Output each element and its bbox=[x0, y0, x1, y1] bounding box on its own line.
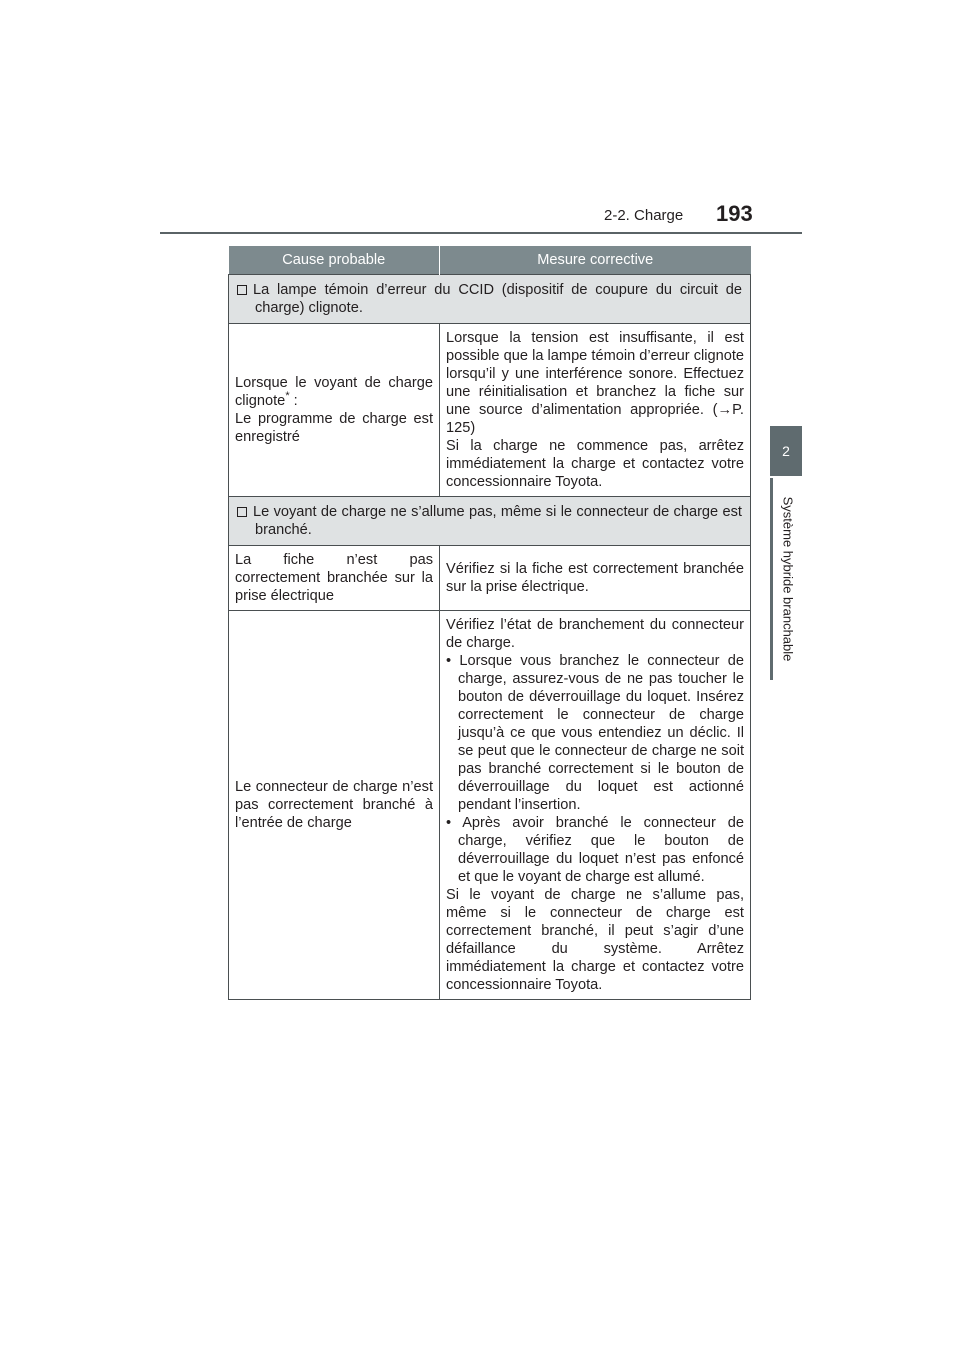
group-cell bbox=[229, 497, 751, 546]
cause-text: Le programme de charge est enregistré bbox=[235, 411, 433, 445]
cause-text: Lorsque le voyant de charge clignote bbox=[235, 375, 433, 409]
cause-cell: La fiche n’est pas correctement branchée sur la prise électrique bbox=[229, 546, 440, 611]
table-group-row bbox=[229, 275, 751, 324]
measure-text: Si le voyant de charge ne s’allume pas, même si le connecteur de charge est correctement branché, il peut s’agir d’une défaillance du système. Arrêtez immédiatement la charge et contactez votre concessionnaire Toyota. bbox=[446, 887, 744, 993]
measure-text: Lorsque la tension est insuffisante, il est possible que la lampe témoin d’erreur clignote lorsqu’il y une interférence sonore. Effectuez une réinitialisation et branchez la fiche sur une source d’alimentation appropriée. (→P. 125) bbox=[446, 330, 744, 436]
header-divider bbox=[160, 232, 802, 234]
cause-cell: Lorsque le voyant de charge clignote* : Le programme de charge est enregistré bbox=[229, 324, 440, 497]
measure-text: Vérifiez l’état de branchement du connecteur de charge. bbox=[446, 617, 744, 651]
chapter-tab-title: Système hybride branchable bbox=[780, 496, 795, 662]
page-number: 193 bbox=[716, 201, 753, 226]
group-title: Le voyant de charge ne s’allume pas, même si le connecteur de charge est branché. bbox=[237, 503, 742, 539]
checkbox-icon bbox=[237, 285, 247, 295]
group-cell bbox=[229, 275, 751, 324]
cause-cell: Le connecteur de charge n’est pas correctement branché à l’entrée de charge bbox=[229, 611, 440, 1000]
troubleshooting-table bbox=[228, 246, 751, 1000]
measure-text: Si la charge ne commence pas, arrêtez immédiatement la charge et contactez votre concessionnaire Toyota. bbox=[446, 438, 744, 490]
column-header-measure: Mesure corrective bbox=[440, 246, 751, 275]
group-title: La lampe témoin d’erreur du CCID (dispositif de coupure du circuit de charge) clignote. bbox=[237, 281, 742, 317]
measure-cell bbox=[440, 324, 751, 497]
chapter-tab bbox=[770, 478, 802, 680]
column-header-cause: Cause probable bbox=[229, 246, 440, 275]
checkbox-icon bbox=[237, 507, 247, 517]
table-header-row bbox=[229, 246, 751, 275]
table-row bbox=[229, 324, 751, 497]
asterisk-mark: * bbox=[285, 390, 290, 403]
measure-bullet: • Lorsque vous branchez le connecteur de charge, assurez-vous de ne pas toucher le bouton de déverrouillage du loquet. Insérez correctement le connecteur de charge jusqu’à ce que vous entendiez un déclic. Il se peut que le connecteur de charge ne soit pas branché correctement si le bouton de déverrouillage du loquet est actionné pendant l’insertion. bbox=[446, 653, 744, 813]
section-title: 2-2. Charge bbox=[604, 207, 684, 224]
measure-cell: Vérifiez si la fiche est correctement branchée sur la prise électrique. bbox=[440, 546, 751, 611]
measure-cell bbox=[440, 611, 751, 1000]
chapter-tab-number: 2 bbox=[770, 426, 802, 476]
table-group-row bbox=[229, 497, 751, 546]
table-row bbox=[229, 546, 751, 611]
measure-bullet: • Après avoir branché le connecteur de charge, vérifiez que le bouton de déverrouillage du loquet n’est pas enfoncé et que le voyant de charge est allumé. bbox=[446, 815, 744, 885]
table-row bbox=[229, 611, 751, 1000]
